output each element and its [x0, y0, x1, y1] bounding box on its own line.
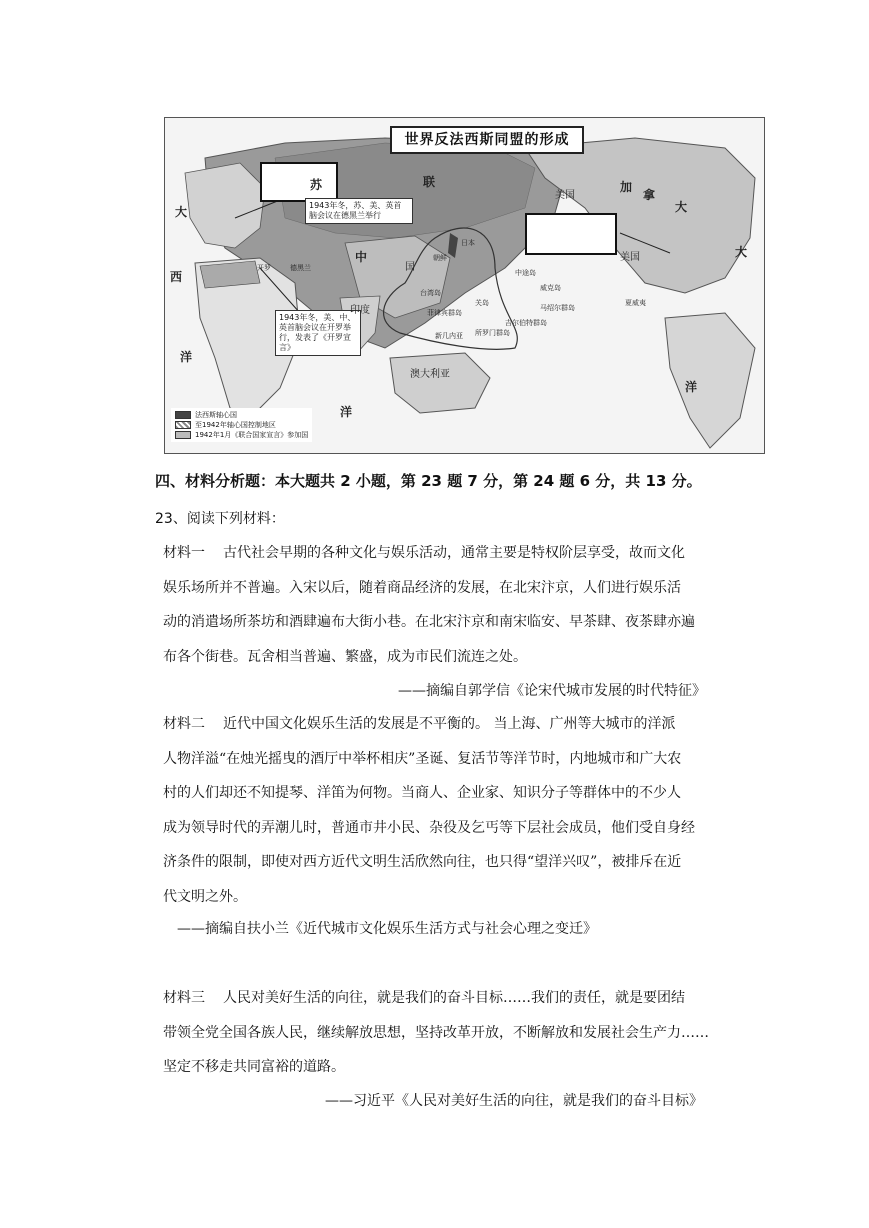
- australia-landmass: [390, 353, 490, 413]
- material-3-line-3: 坚定不移走共同富裕的道路。: [163, 1059, 345, 1075]
- material-1-line-4: 布各个街巷。瓦舍相当普遍、繁盛，成为市民们流连之处。: [163, 648, 527, 665]
- material-3-line-1: [163, 981, 743, 1016]
- material-3: [163, 981, 743, 1085]
- legend-swatch-axis: [175, 411, 191, 419]
- legend-label-axis: 法西斯轴心国: [195, 411, 237, 419]
- map-legend: [171, 408, 312, 442]
- material-2: [163, 707, 743, 914]
- label-solomon: 所罗门群岛: [475, 329, 510, 337]
- label-philippines: 菲律宾群岛: [427, 309, 462, 317]
- material-2-line-5: 济条件的限制，即使对西方近代文明生活欣然向往，也只得“望洋兴叹”，被排斥在近: [163, 854, 682, 870]
- legend-label-allies: 1942年1月《联合国家宣言》参加国: [195, 431, 309, 439]
- label-cairo: 开罗: [257, 264, 271, 272]
- material-3-text-1: 人民对美好生活的向往，就是我们的奋斗目标……我们的责任，就是要团结: [223, 990, 685, 1006]
- blank-box-right: [525, 213, 617, 255]
- label-ocean-yang: 洋: [180, 350, 193, 364]
- material-2-text-1: 近代中国文化娱乐生活的发展是不平衡的。 当上海、广州等大城市的洋派: [223, 716, 676, 732]
- label-new-guinea: 新几内亚: [435, 332, 463, 340]
- label-india: 印度: [350, 305, 370, 316]
- label-canada-2: 拿: [643, 188, 656, 202]
- map-drawing: [165, 118, 764, 453]
- label-tehran: 德黑兰: [290, 264, 311, 272]
- label-hawaii: 夏威夷: [625, 299, 646, 307]
- south-america-landmass: [665, 313, 755, 448]
- material-1: [163, 536, 743, 674]
- label-japan: 日本: [461, 239, 475, 247]
- label-china-2: 国: [405, 262, 415, 273]
- material-2-line-1: [163, 707, 743, 742]
- label-taiwan: 台湾岛: [420, 289, 441, 297]
- label-ocean-da: 大: [175, 205, 188, 219]
- material-3-source: ——习近平《人民对美好生活的向往，就是我们的奋斗目标》: [325, 1093, 703, 1109]
- label-china: 中: [355, 250, 368, 264]
- callout-tehran: 1943年冬，苏、美、英首脑会议在德黑兰举行: [305, 198, 413, 224]
- legend-row-controlled: [175, 420, 308, 430]
- label-korea: 朝鲜: [433, 254, 447, 262]
- material-1-label: 材料一: [163, 545, 205, 561]
- label-ussr-1: 苏: [310, 178, 323, 192]
- material-1-line-1: [163, 536, 743, 571]
- legend-swatch-allies: [175, 431, 191, 439]
- label-ocean-pacific-south: 洋: [685, 380, 698, 394]
- label-ocean-indian: 洋: [340, 405, 353, 419]
- material-2-source: ——摘编自扶小兰《近代城市文化娱乐生活方式与社会心理之变迁》: [177, 921, 597, 937]
- material-3-label: 材料三: [163, 990, 205, 1006]
- legend-row-allies: [175, 430, 308, 440]
- callout-cairo: 1943年冬，美、中、英首脑会议在开罗举行，发表了《开罗宣言》: [275, 310, 361, 356]
- label-gilbert: 吉尔伯特群岛: [505, 319, 547, 327]
- material-2-line-6: 代文明之外。: [163, 888, 247, 905]
- question-23: 23、阅读下列材料：: [155, 511, 285, 527]
- label-usa: 美国: [620, 252, 640, 263]
- label-marshall: 马绍尔群岛: [540, 304, 575, 312]
- label-ussr-2: 联: [423, 175, 436, 189]
- material-2-line-4: 成为领导时代的弄潮儿时，普通市井小民、杂役及乞丐等下层社会成员，他们受自身经: [163, 819, 695, 836]
- label-guam: 关岛: [475, 299, 489, 307]
- label-wake: 威克岛: [540, 284, 561, 292]
- world-map-figure: [164, 117, 765, 454]
- legend-swatch-controlled: [175, 421, 191, 429]
- material-1-text-1: 古代社会早期的各种文化与娱乐活动，通常主要是特权阶层享受，故而文化: [223, 545, 685, 561]
- material-3-line-2: 带领全党全国各族人民，继续解放思想，坚持改革开放，不断解放和发展社会生产力……: [163, 1024, 709, 1041]
- material-2-line-3: 村的人们却还不知提琴、洋笛为何物。当商人、企业家、知识分子等群体中的不少人: [163, 785, 681, 801]
- material-1-source: ——摘编自郭学信《论宋代城市发展的时代特征》: [398, 683, 706, 699]
- label-usa-north: 美国: [555, 190, 575, 201]
- blank-box-left: [260, 162, 338, 202]
- label-australia: 澳大利亚: [410, 369, 450, 380]
- label-canada-1: 加: [620, 180, 633, 194]
- material-2-line-2: 人物洋溢“在烛光摇曳的酒厅中举杯相庆”圣诞、复活节等洋节时，内地城市和广大农: [163, 750, 682, 767]
- material-1-line-2: 娱乐场所并不普遍。入宋以后，随着商品经济的发展，在北宋汴京，人们进行娱乐活: [163, 579, 681, 596]
- section-heading: 四、材料分析题：本大题共 2 小题，第 23 题 7 分，第 24 题 6 分，共 13 分。: [155, 472, 702, 490]
- map-title: 世界反法西斯同盟的形成: [390, 126, 584, 154]
- label-canada-3: 大: [675, 200, 688, 214]
- label-ocean-xi: 西: [170, 270, 183, 284]
- legend-row-axis: [175, 410, 308, 420]
- label-midway: 中途岛: [515, 269, 536, 277]
- label-ocean-pacific-east: 大: [735, 245, 748, 259]
- legend-label-controlled: 至1942年轴心国控制地区: [195, 421, 276, 429]
- material-2-label: 材料二: [163, 716, 205, 732]
- material-1-line-3: 动的消遣场所茶坊和酒肆遍布大街小巷。在北宋汴京和南宋临安、早茶肆、夜茶肆亦遍: [163, 614, 695, 630]
- axis-control-africa: [200, 261, 260, 288]
